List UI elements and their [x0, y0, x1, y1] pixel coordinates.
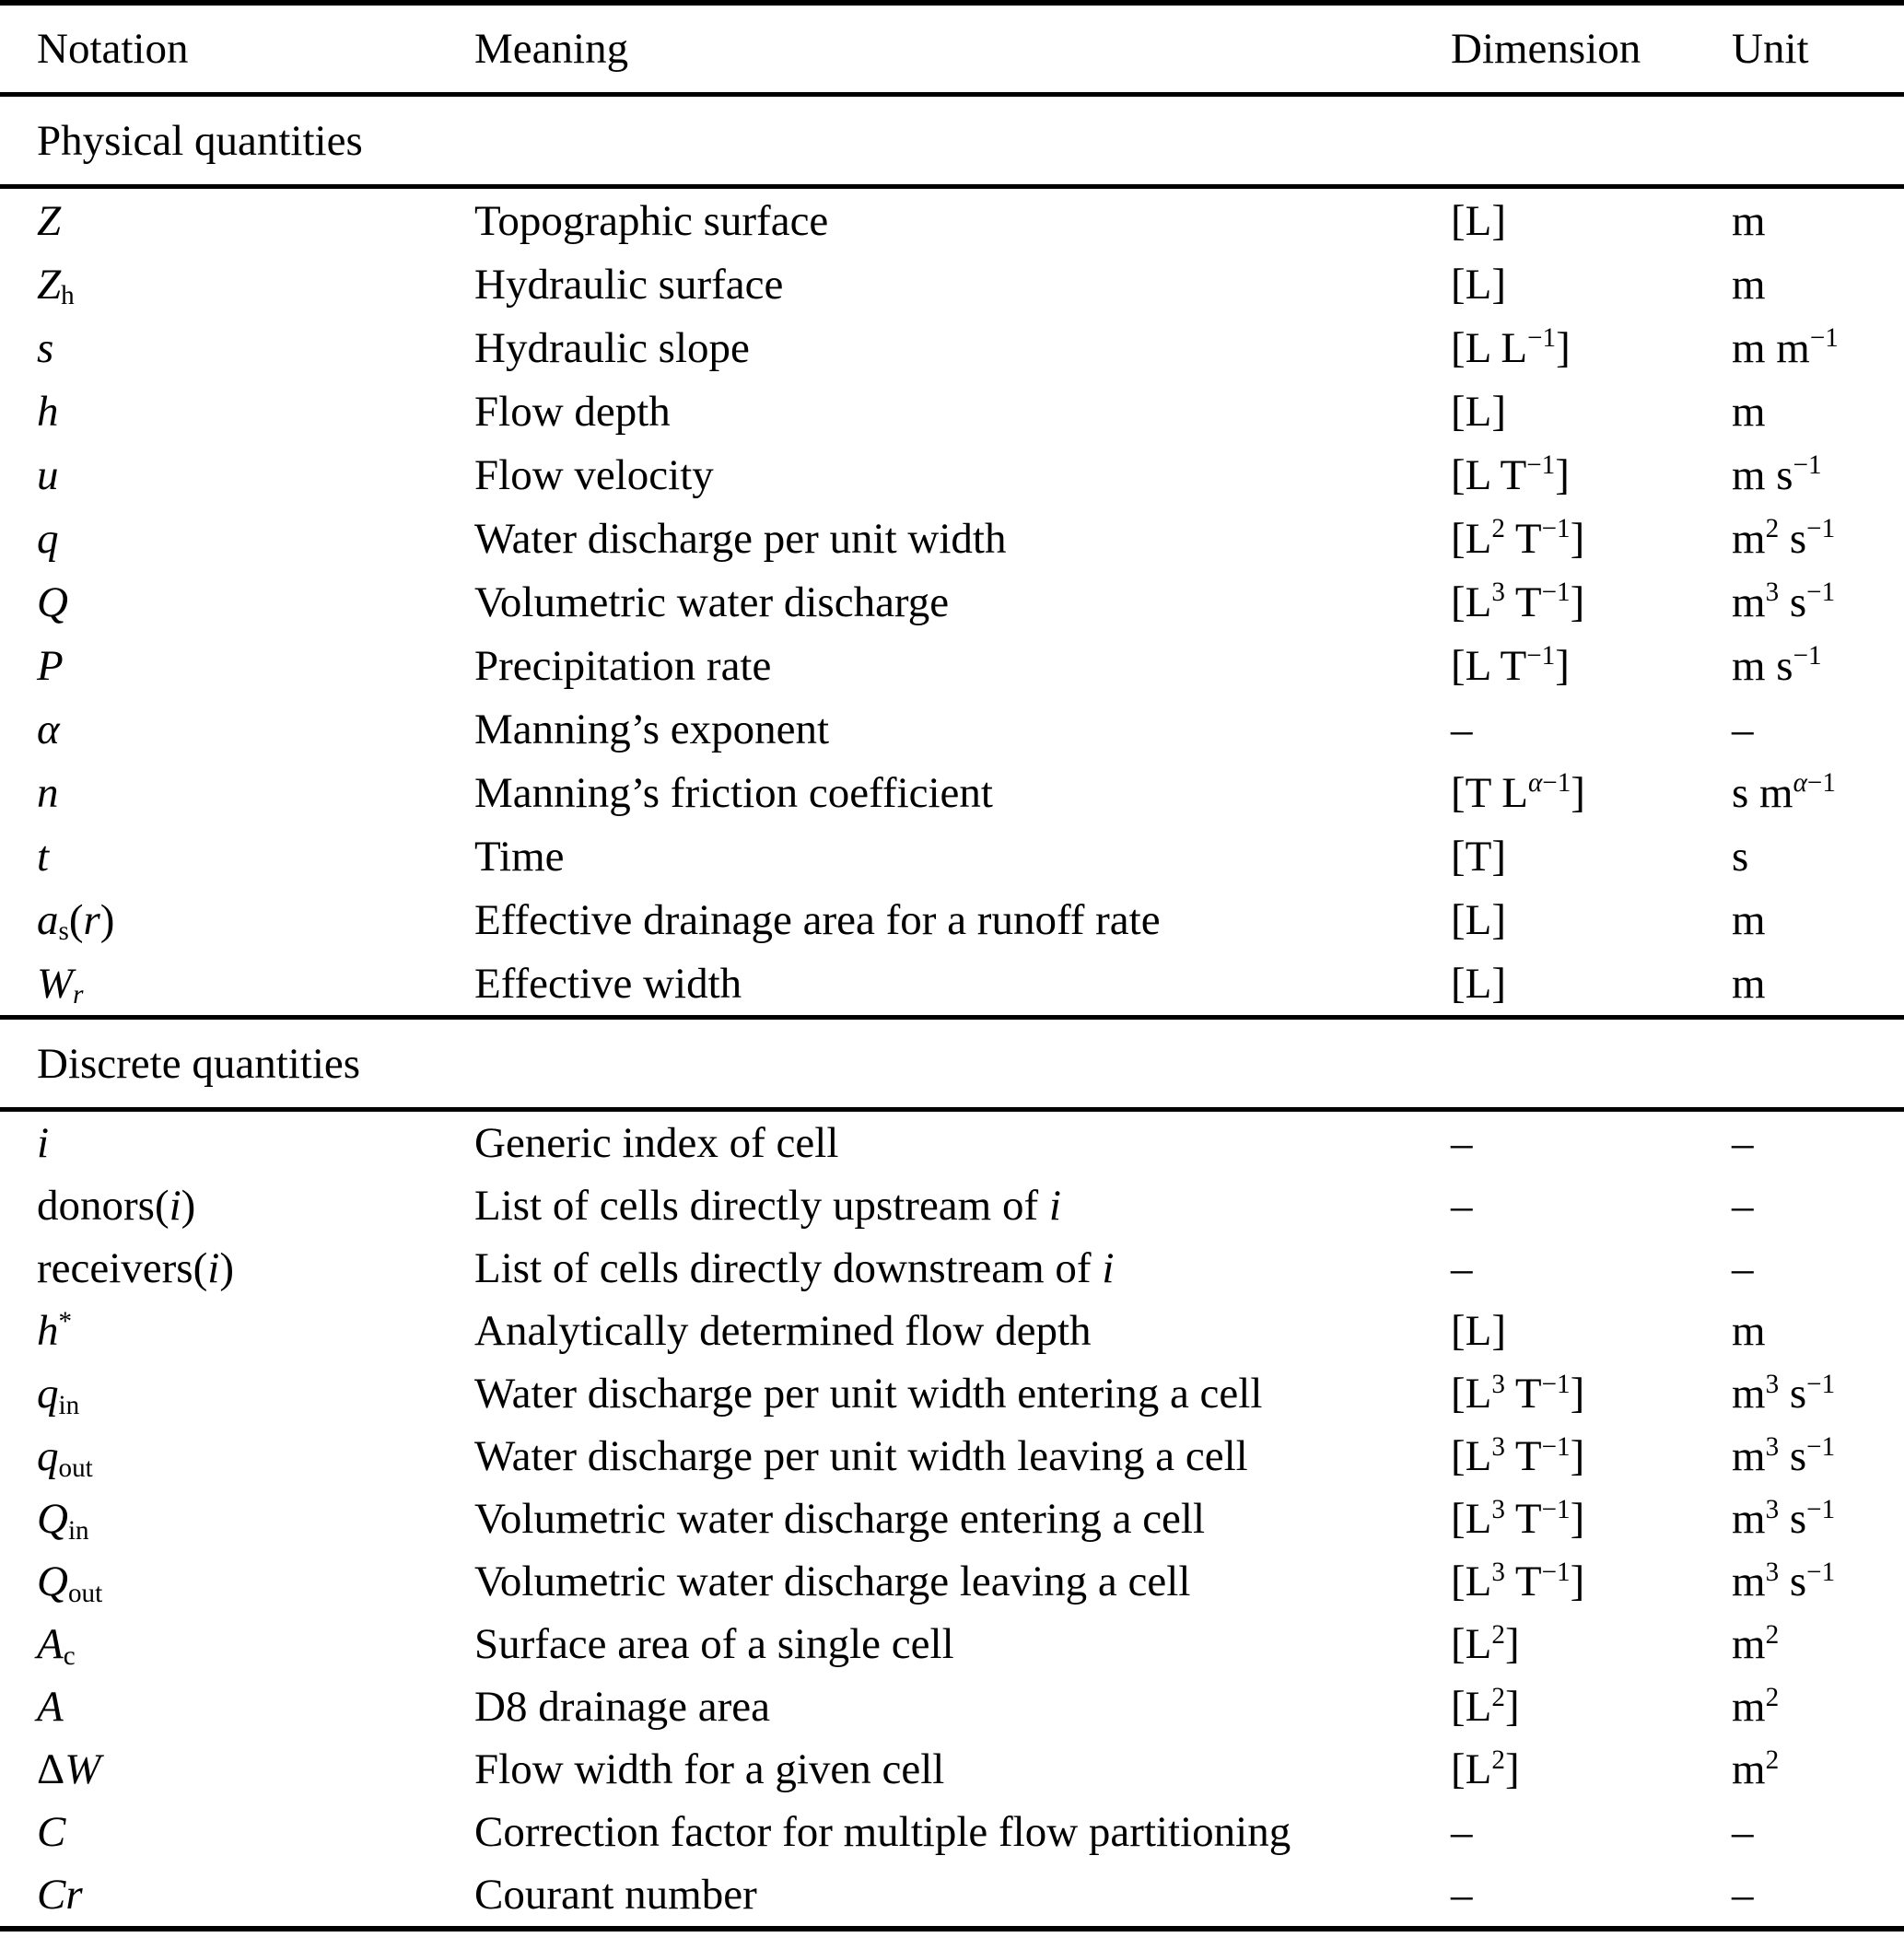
- cell-notation: q: [37, 514, 59, 563]
- cell-meaning: Correction factor for multiple flow partitioning: [474, 1808, 1291, 1856]
- cell-notation: Cr: [37, 1871, 83, 1919]
- cell-meaning: Surface area of a single cell: [474, 1620, 954, 1668]
- cell-meaning: Volumetric water discharge leaving a cell: [474, 1558, 1191, 1605]
- cell-unit: m: [1732, 260, 1766, 309]
- cell-meaning: Hydraulic slope: [474, 323, 750, 372]
- cell-meaning: Flow velocity: [474, 450, 714, 499]
- cell-notation: $a_s(r)$: [37, 895, 115, 947]
- cell-dimension: [L $T^{-1}$]: [1451, 641, 1570, 690]
- cell-dimension: [$L^3$ $T^{-1}$]: [1451, 578, 1585, 626]
- cell-meaning: Manning’s exponent: [474, 705, 830, 753]
- cell-notation: h: [37, 387, 59, 436]
- cell-notation: $Q_{out}$: [37, 1558, 103, 1608]
- table-row: [0, 252, 1904, 316]
- table-row: [0, 443, 1904, 507]
- cell-dimension: –: [1451, 1871, 1473, 1919]
- cell-unit: m: [1732, 196, 1766, 245]
- cell-notation: P: [37, 641, 64, 690]
- table-row: [0, 1550, 1904, 1613]
- cell-notation: $Z_h$: [37, 260, 75, 311]
- table-row: [0, 888, 1904, 951]
- cell-dimension: [$L^3$ $T^{-1}$]: [1451, 1557, 1585, 1605]
- section-title: Physical quantities: [37, 116, 363, 165]
- section-header-row: [0, 1020, 1904, 1107]
- cell-unit: –: [1732, 705, 1754, 753]
- table-row: [0, 1237, 1904, 1300]
- cell-unit: m: [1732, 895, 1766, 944]
- cell-unit: $m^3$ $s^{-1}$: [1732, 1557, 1836, 1605]
- table-bottom-rule: [0, 1926, 1904, 1931]
- table-row: [0, 697, 1904, 761]
- table-row: [0, 570, 1904, 634]
- cell-unit: m $s^{-1}$: [1732, 450, 1822, 499]
- table-row: [0, 1863, 1904, 1926]
- cell-notation: receivers(i): [37, 1244, 234, 1292]
- cell-unit: s $m^{\alpha-1}$: [1732, 768, 1836, 817]
- cell-dimension: –: [1451, 705, 1473, 753]
- table-row: [0, 761, 1904, 824]
- cell-dimension: –: [1451, 1182, 1473, 1230]
- table-row: [0, 951, 1904, 1015]
- cell-meaning: Generic index of cell: [474, 1119, 839, 1167]
- table-row: [0, 634, 1904, 697]
- cell-meaning: Manning’s friction coefficient: [474, 768, 993, 817]
- table-row: [0, 1675, 1904, 1738]
- column-header-unit: Unit: [1732, 25, 1809, 73]
- cell-dimension: –: [1451, 1244, 1473, 1292]
- cell-meaning: Effective drainage area for a runoff rate: [474, 895, 1161, 944]
- cell-unit: m: [1732, 1307, 1766, 1355]
- cell-notation: u: [37, 450, 59, 499]
- cell-unit: $m^3$ $s^{-1}$: [1732, 1494, 1836, 1543]
- cell-dimension: –: [1451, 1808, 1473, 1856]
- cell-unit: $m^2$: [1732, 1619, 1780, 1668]
- cell-dimension: $[L^2]$: [1451, 1745, 1520, 1793]
- cell-meaning: Precipitation rate: [474, 641, 772, 690]
- cell-unit: $m^2$: [1732, 1745, 1780, 1793]
- cell-dimension: [$L^2$ $T^{-1}$]: [1451, 514, 1585, 563]
- table-row: [0, 1613, 1904, 1675]
- cell-meaning: Time: [474, 832, 565, 881]
- cell-meaning: Water discharge per unit width leaving a cell: [474, 1432, 1248, 1480]
- cell-notation: A: [37, 1683, 64, 1731]
- cell-meaning: Hydraulic surface: [474, 260, 784, 309]
- cell-notation: $Q_{in}$: [37, 1495, 89, 1546]
- cell-notation: α: [37, 705, 60, 753]
- column-header-meaning: Meaning: [474, 25, 629, 73]
- cell-dimension: [T $L^{\alpha-1}$]: [1451, 768, 1585, 817]
- cell-unit: $m^2$: [1732, 1682, 1780, 1731]
- cell-meaning: D8 drainage area: [474, 1683, 770, 1731]
- cell-dimension: [L $T^{-1}$]: [1451, 450, 1570, 499]
- table-row: [0, 379, 1904, 443]
- section-title: Discrete quantities: [37, 1039, 361, 1088]
- cell-unit: –: [1732, 1808, 1754, 1856]
- cell-dimension: [L]: [1451, 260, 1507, 309]
- cell-dimension: [T]: [1451, 832, 1507, 881]
- table-row: [0, 1488, 1904, 1550]
- table-row: [0, 1112, 1904, 1174]
- cell-unit: m $m^{-1}$: [1732, 323, 1839, 372]
- cell-dimension: [$L^3$ $T^{-1}$]: [1451, 1369, 1585, 1418]
- cell-meaning: Water discharge per unit width: [474, 514, 1007, 563]
- cell-unit: $m^2$ $s^{-1}$: [1732, 514, 1836, 563]
- table-row: [0, 316, 1904, 379]
- cell-dimension: [$L^3$ $T^{-1}$]: [1451, 1494, 1585, 1543]
- cell-unit: –: [1732, 1871, 1754, 1919]
- cell-notation: $W_r$: [37, 959, 84, 1010]
- cell-meaning: Topographic surface: [474, 196, 829, 245]
- cell-meaning: Volumetric water discharge entering a cell: [474, 1495, 1206, 1543]
- cell-notation: $A_c$: [37, 1620, 76, 1671]
- cell-notation: h*: [37, 1306, 73, 1355]
- cell-unit: m: [1732, 387, 1766, 436]
- cell-dimension: [L]: [1451, 895, 1507, 944]
- cell-notation: $q_{in}$: [37, 1370, 80, 1420]
- table-row: [0, 1425, 1904, 1488]
- cell-unit: $m^3$ $s^{-1}$: [1732, 578, 1836, 626]
- cell-unit: m: [1732, 959, 1766, 1008]
- cell-notation: Z: [37, 196, 62, 245]
- table-row: [0, 1801, 1904, 1863]
- cell-dimension: [L]: [1451, 196, 1507, 245]
- cell-notation: Q: [37, 578, 68, 626]
- cell-dimension: [L]: [1451, 959, 1507, 1008]
- cell-notation: t: [37, 832, 50, 881]
- table-body: [0, 97, 1904, 1926]
- cell-notation: s: [37, 323, 54, 372]
- section-header-row: [0, 97, 1904, 184]
- cell-notation: n: [37, 768, 59, 817]
- table-row: [0, 189, 1904, 252]
- cell-meaning: List of cells directly downstream of i: [474, 1244, 1115, 1292]
- cell-unit: $m^3$ $s^{-1}$: [1732, 1431, 1836, 1480]
- cell-dimension: [L]: [1451, 387, 1507, 436]
- cell-notation: i: [37, 1119, 50, 1167]
- cell-unit: $m^3$ $s^{-1}$: [1732, 1369, 1836, 1418]
- table-row: [0, 1174, 1904, 1237]
- table-row: [0, 1362, 1904, 1425]
- cell-unit: m $s^{-1}$: [1732, 641, 1822, 690]
- table-row: [0, 824, 1904, 888]
- table-row: [0, 507, 1904, 570]
- cell-meaning: Effective width: [474, 959, 742, 1008]
- cell-dimension: –: [1451, 1119, 1473, 1167]
- cell-meaning: Water discharge per unit width entering a cell: [474, 1370, 1263, 1418]
- cell-notation: ΔW: [37, 1745, 101, 1793]
- column-header-notation: Notation: [37, 25, 189, 73]
- cell-unit: –: [1732, 1182, 1754, 1230]
- cell-notation: $q_{out}$: [37, 1432, 93, 1483]
- table-row: [0, 1300, 1904, 1362]
- cell-unit: s: [1732, 832, 1749, 881]
- cell-unit: –: [1732, 1119, 1754, 1167]
- cell-notation: donors(i): [37, 1182, 196, 1230]
- cell-dimension: $[L^2]$: [1451, 1682, 1520, 1731]
- cell-meaning: Analytically determined flow depth: [474, 1307, 1092, 1355]
- cell-meaning: Volumetric water discharge: [474, 578, 950, 626]
- table-header-row: [0, 6, 1904, 92]
- cell-unit: –: [1732, 1244, 1754, 1292]
- cell-notation: C: [37, 1808, 66, 1856]
- cell-meaning: Courant number: [474, 1871, 757, 1919]
- cell-meaning: Flow width for a given cell: [474, 1745, 945, 1793]
- cell-dimension: $[L^2]$: [1451, 1619, 1520, 1668]
- cell-dimension: [$L^3$ $T^{-1}$]: [1451, 1431, 1585, 1480]
- cell-meaning: Flow depth: [474, 387, 671, 436]
- cell-meaning: List of cells directly upstream of i: [474, 1182, 1061, 1230]
- column-header-dimension: Dimension: [1451, 25, 1641, 73]
- cell-dimension: [L]: [1451, 1307, 1507, 1355]
- cell-dimension: [L $L^{-1}$]: [1451, 323, 1571, 372]
- table-row: [0, 1738, 1904, 1801]
